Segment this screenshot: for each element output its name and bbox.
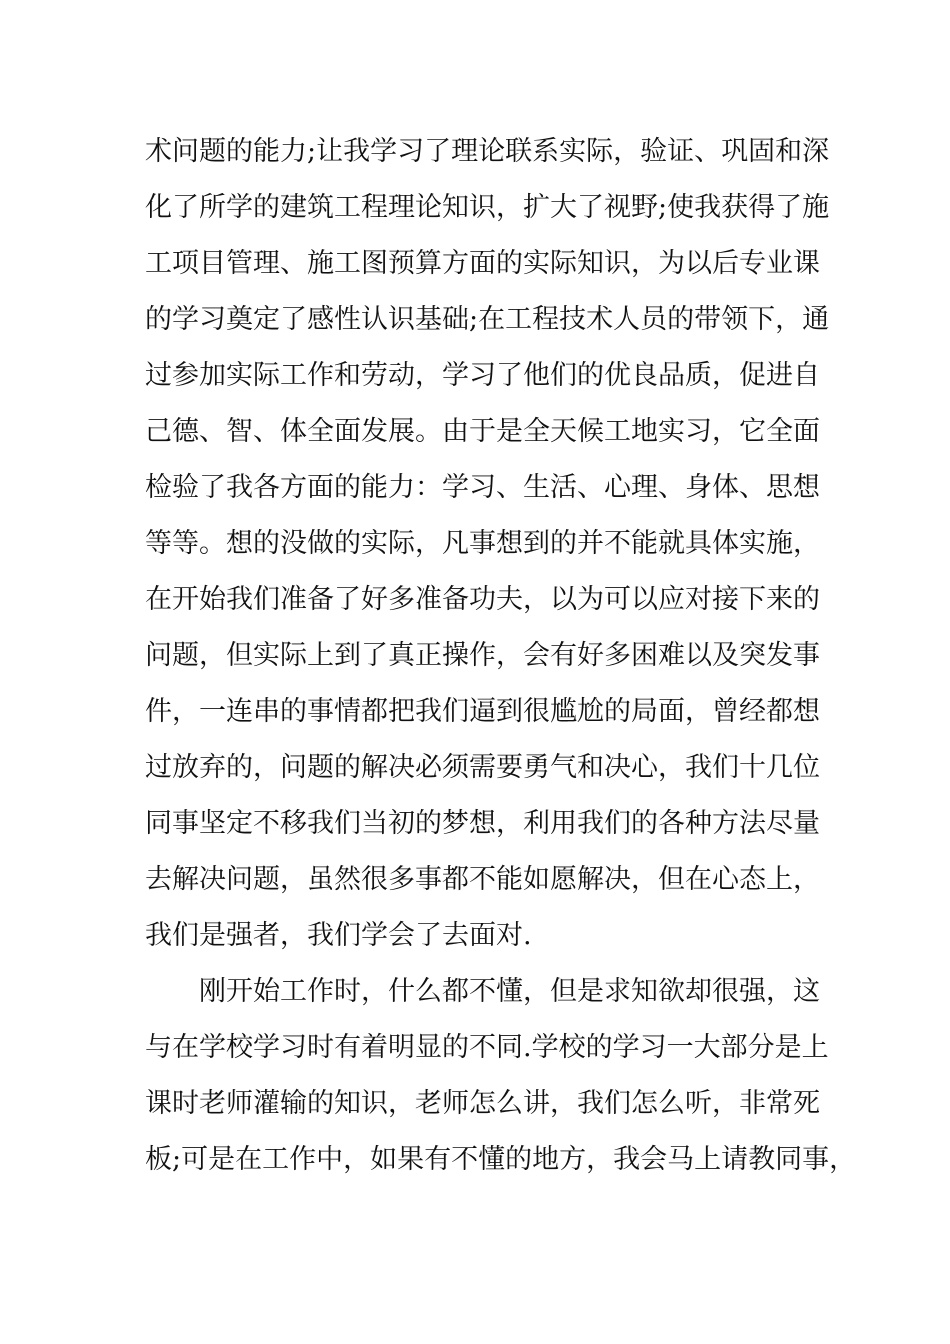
text-line: 过参加实际工作和劳动，学习了他们的优良品质，促进自	[145, 360, 820, 391]
text-line: 工项目管理、施工图预算方面的实际知识，为以后专业课	[145, 248, 820, 279]
text-line: 问题，但实际上到了真正操作，会有好多困难以及突发事	[145, 640, 820, 671]
text-line: 与在学校学习时有着明显的不同.学校的学习一大部分是上	[145, 1032, 829, 1063]
text-line: 的学习奠定了感性认识基础;在工程技术人员的带领下，通	[145, 304, 830, 335]
document-body	[145, 124, 857, 1188]
text-line: 同事坚定不移我们当初的梦想，利用我们的各种方法尽量	[145, 808, 820, 839]
text-line: 我们是强者，我们学会了去面对.	[145, 920, 532, 951]
text-line: 己德、智、体全面发展。由于是全天候工地实习，它全面	[145, 416, 820, 447]
paragraph-2	[145, 964, 857, 1188]
text-line: 刚开始工作时，什么都不懂，但是求知欲却很强，这	[199, 976, 820, 1007]
text-line: 课时老师灌输的知识，老师怎么讲，我们怎么听，非常死	[145, 1088, 820, 1119]
paragraph-1	[145, 124, 830, 964]
text-line: 去解决问题，虽然很多事都不能如愿解决，但在心态上，	[145, 864, 820, 895]
text-line: 术问题的能力;让我学习了理论联系实际，验证、巩固和深	[145, 136, 830, 167]
text-line: 板;可是在工作中，如果有不懂的地方，我会马上请教同事，	[145, 1144, 857, 1175]
text-line: 件，一连串的事情都把我们逼到很尴尬的局面，曾经都想	[145, 696, 820, 727]
text-line: 过放弃的，问题的解决必须需要勇气和决心，我们十几位	[145, 752, 820, 783]
text-line: 在开始我们准备了好多准备功夫，以为可以应对接下来的	[145, 584, 820, 615]
text-line: 等等。想的没做的实际，凡事想到的并不能就具体实施，	[145, 528, 820, 559]
text-line: 化了所学的建筑工程理论知识，扩大了视野;使我获得了施	[145, 192, 830, 223]
text-line: 检验了我各方面的能力：学习、生活、心理、身体、思想	[145, 472, 820, 503]
